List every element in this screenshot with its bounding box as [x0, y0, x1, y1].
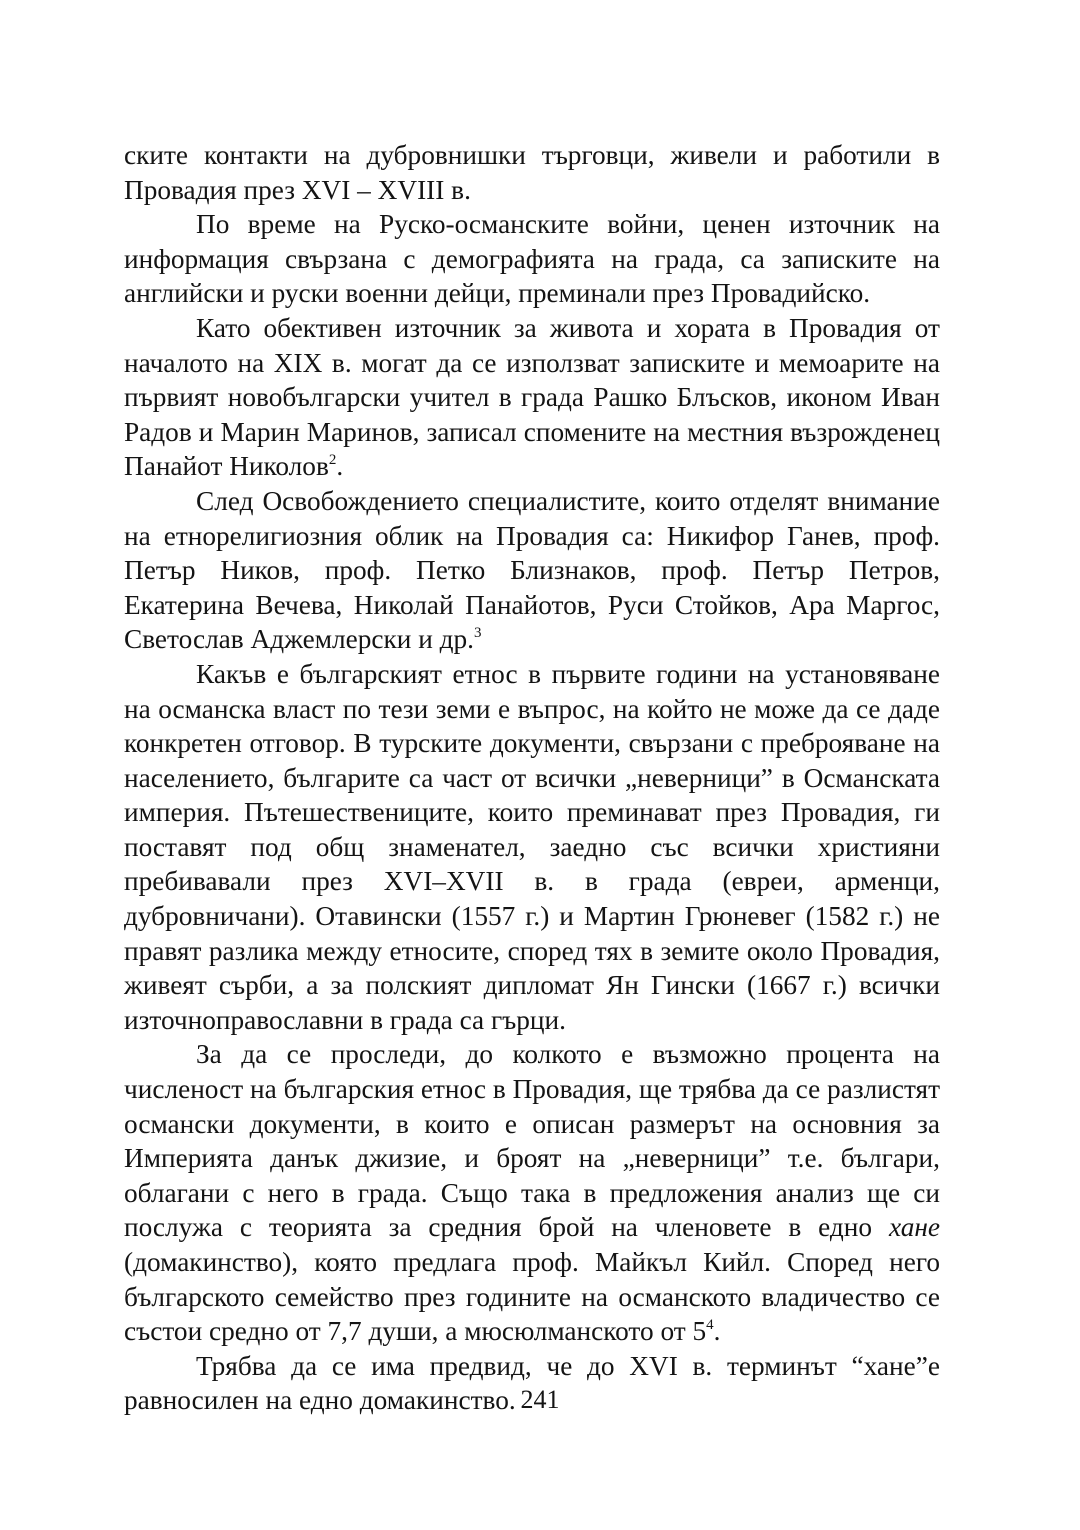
- paragraph-5-text: Какъв е българският етнос в първите години на установяване на османска власт по тези земи е въпрос, на който не може да се даде конкретен отговор. В турските документи, свързани с преброяване на населението, българите са част от всички „неверници” в Османската империя. Пътешествениците, които преминават през Провадия, ги поставят под общ знаменател, заедно със всички християни пребивавали през XVI–XVII в. в града (евреи, арменци, дубровничани). Отавински (1557 г.) и Мартин Грюневег (1582 г.) не правят разлика между етносите, според тях в земите около Провадия, живеят сърби, а за полският дипломат Ян Гински (1667 г.) всички източноправославни в града са гърци.: [124, 658, 940, 1035]
- paragraph-4-text: След Освобождението специалистите, които отделят внимание на етнорелигиозния облик на Провадия са: Никифор Ганев, проф. Петър Ников, проф. Петко Близнаков, проф. Петър Петров, Екатерина Вечева, Николай Панайотов, Руси Стойков, Ара Маргос, Светослав Аджемлерски и др.: [124, 485, 940, 655]
- paragraph-2: [124, 207, 940, 311]
- paragraph-1-text: ските контакти на дубровнишки търговци, живели и работили в Провадия през XVI – XVIII в.: [124, 140, 940, 205]
- paragraph-1: [124, 138, 940, 207]
- footnote-ref-2[interactable]: 2: [328, 452, 337, 469]
- paragraph-6-period: .: [713, 1316, 721, 1347]
- paragraph-3: [124, 311, 940, 484]
- term-hane: хане: [888, 1212, 940, 1243]
- paragraph-6-text-start: За да се проследи, до колкото е възможно процента на численост на българския етнос в Провадия, ще трябва да се разлистят османски документи, в които е описан размерът на основния за Империята данък джизие, и броят на „неверници” т.е. българи, облагани с него в града. Също така в предложения анализ ще си послужа с теорията за средния брой на членовете в едно: [124, 1039, 940, 1243]
- paragraph-6: [124, 1037, 940, 1348]
- body-text: [124, 138, 940, 1418]
- footnote-ref-4[interactable]: 4: [706, 1316, 714, 1333]
- paragraph-2-text: По време на Руско-османските войни, ценен източник на информация свързана с демографията на града, са записките на английски и руски военни дейци, преминали през Провадийско.: [124, 209, 940, 309]
- paragraph-5: [124, 657, 940, 1038]
- paragraph-3-text: Като обективен източник за живота и хората в Провадия от началото на XIX в. могат да се използват записките и мемоарите на първият новобългарски учител в града Рашко Блъсков, иконом Иван Радов и Марин Маринов, записал спомените на местния възрожденец Панайот Николов: [124, 312, 940, 482]
- page-number: 241: [520, 1385, 560, 1414]
- footnote-ref-3[interactable]: 3: [474, 625, 482, 642]
- paragraph-7-text: Трябва да се има предвид, че до XVI в. терминът “хане”е равносилен на едно домакинство.: [124, 1350, 940, 1416]
- paragraph-6-text-end: (домакинство), която предлага проф. Майкъл Кийл. Според него българското семейство през годините на османското владичество се състои средно от 7,7 души, а мюсюлманското от 5: [124, 1247, 940, 1347]
- paragraph-4: [124, 484, 940, 657]
- paragraph-3-end: .: [336, 451, 344, 482]
